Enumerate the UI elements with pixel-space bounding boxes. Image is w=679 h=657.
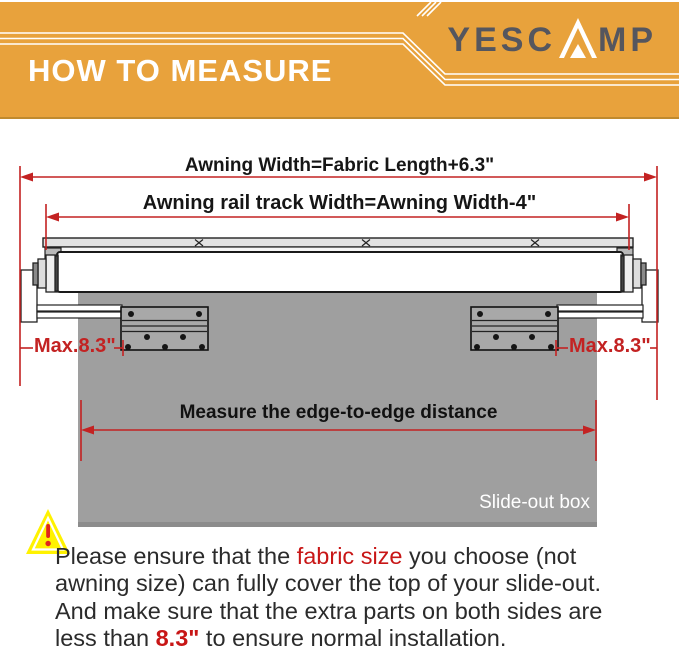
left-mounting-bracket (121, 307, 208, 350)
right-mounting-bracket (471, 307, 558, 350)
max-size-highlight: 8.3" (155, 625, 200, 652)
note-line-4: less than 8.3" to ensure normal installation. (55, 625, 507, 652)
note-line-3: And make sure that the extra parts on both sides are (55, 597, 603, 624)
awning-roller-tube (57, 252, 623, 292)
brand-logo-prefix: YESC (447, 21, 556, 59)
rail-track-width-dimension-label: Awning rail track Width=Awning Width-4" (142, 192, 537, 214)
installation-note (55, 543, 655, 653)
max-offset-left-label: Max.8.3" (34, 335, 116, 357)
max-offset-right-label: Max.8.3" (569, 335, 651, 357)
fabric-size-highlight: fabric size (296, 543, 403, 569)
slideout-box-label: Slide-out box (479, 492, 590, 513)
awning-width-dimension-label: Awning Width=Fabric Length+6.3" (184, 155, 495, 176)
note-line-2: awning size) can fully cover the top of your slide-out. (55, 570, 601, 597)
note-line-1: Please ensure that the fabric size you choose (not (55, 543, 577, 569)
page-title: HOW TO MEASURE (28, 53, 333, 88)
brand-logo-suffix: MP (598, 21, 657, 59)
edge-to-edge-label: Measure the edge-to-edge distance (179, 402, 498, 423)
